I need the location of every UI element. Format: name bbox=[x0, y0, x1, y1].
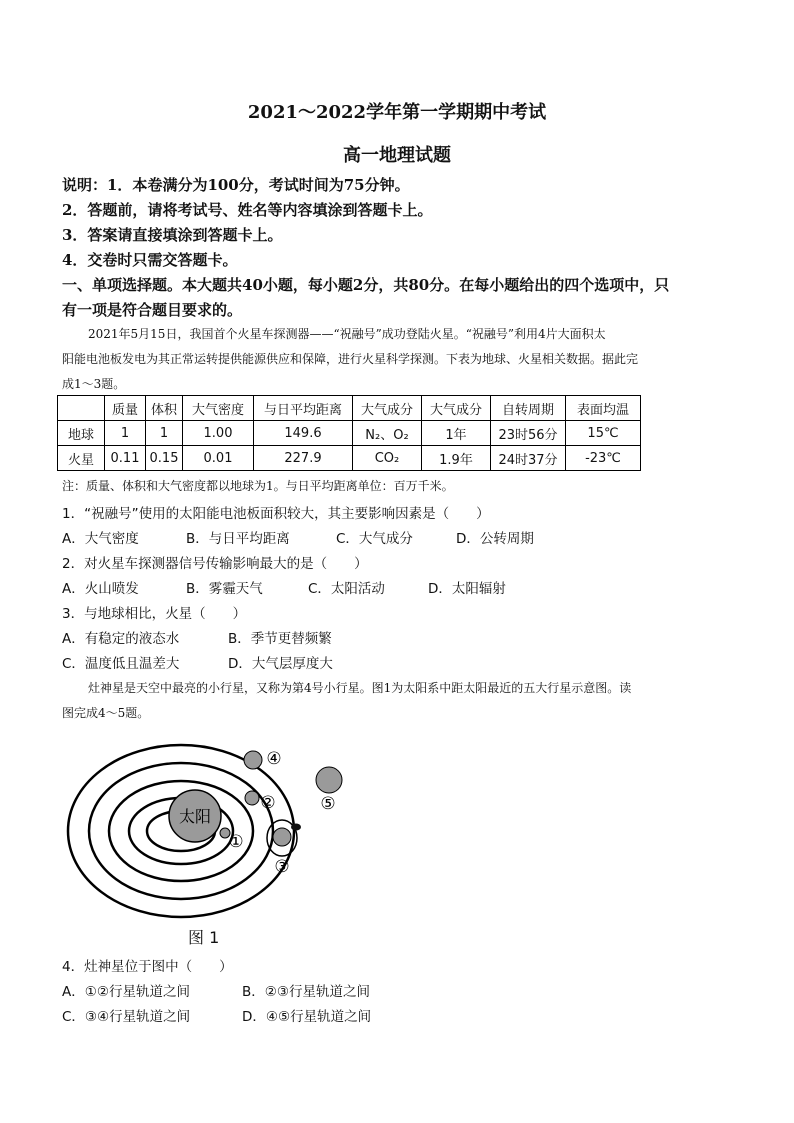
table-cell: 15℃ bbox=[566, 421, 641, 446]
question-2-option-d: D．太阳辐射 bbox=[428, 581, 506, 597]
passage1-line2: 阳能电池板发电为其正常运转提供能源供应和保障，进行火星科学探测。下表为地球、火星相关数据。据此完 bbox=[62, 352, 639, 366]
section-heading-line1: 一、单项选择题。本大题共40小题，每小题2分，共80分。在每小题给出的四个选项中，只 bbox=[62, 276, 670, 294]
instruction-2: 2．答题前，请将考试号、姓名等内容填涂到答题卡上。 bbox=[62, 201, 433, 219]
sun-label: 太阳 bbox=[178, 807, 212, 826]
question-4-option-d: D．④⑤行星轨道之间 bbox=[242, 1009, 372, 1025]
table-header-cell: 大气密度 bbox=[183, 396, 254, 421]
table-cell: 火星 bbox=[58, 446, 105, 471]
solar-system-diagram bbox=[62, 742, 362, 940]
planet-label-5: ⑤ bbox=[320, 794, 336, 814]
planet-5 bbox=[316, 767, 342, 793]
table-cell: 149.6 bbox=[254, 421, 353, 446]
question-1-option-b: B．与日平均距离 bbox=[186, 531, 290, 547]
table-row bbox=[58, 421, 641, 446]
planet-label-1: ① bbox=[228, 832, 244, 852]
question-2-stem: 2．对火星车探测器信号传输影响最大的是（ ） bbox=[62, 556, 368, 572]
question-1-option-d: D．公转周期 bbox=[456, 531, 534, 547]
exam-title: 2021～2022学年第一学期期中考试 bbox=[247, 102, 547, 123]
question-4-option-a: A．①②行星轨道之间 bbox=[62, 984, 190, 1000]
table-cell: 1.00 bbox=[183, 421, 254, 446]
figure-caption: 图 1 bbox=[188, 928, 220, 947]
question-3-option-b: B．季节更替频繁 bbox=[228, 631, 332, 647]
exam-subtitle: 高一地理试题 bbox=[343, 145, 451, 166]
table-row bbox=[58, 446, 641, 471]
question-2-option-a: A．火山喷发 bbox=[62, 581, 139, 597]
planet-data-table bbox=[57, 395, 641, 471]
table-header-cell: 与日平均距离 bbox=[254, 396, 353, 421]
planet-3 bbox=[273, 828, 291, 846]
table-cell: 23时56分 bbox=[491, 421, 566, 446]
table-cell: 0.11 bbox=[105, 446, 146, 471]
passage1-line1: 2021年5月15日，我国首个火星车探测器——“祝融号”成功登陆火星。“祝融号”利用4片大面积太 bbox=[88, 327, 606, 341]
planet-label-4: ④ bbox=[266, 749, 282, 769]
question-3-option-d: D．大气层厚度大 bbox=[228, 656, 333, 672]
table-header-cell: 质量 bbox=[105, 396, 146, 421]
question-3-option-a: A．有稳定的液态水 bbox=[62, 631, 180, 647]
instruction-3: 3．答案请直接填涂到答题卡上。 bbox=[62, 226, 283, 244]
table-cell: 1.9年 bbox=[422, 446, 491, 471]
question-1-stem: 1．“祝融号”使用的太阳能电池板面积较大，其主要影响因素是（ ） bbox=[62, 506, 490, 522]
table-cell: 1年 bbox=[422, 421, 491, 446]
planet-label-2: ② bbox=[260, 793, 276, 813]
table-header-cell bbox=[58, 396, 105, 421]
table-cell: CO₂ bbox=[353, 446, 422, 471]
instruction-4: 4．交卷时只需交答题卡。 bbox=[62, 251, 238, 269]
table-cell: 1 bbox=[105, 421, 146, 446]
table-header-row bbox=[58, 396, 641, 421]
table-cell: 地球 bbox=[58, 421, 105, 446]
table-cell: 24时37分 bbox=[491, 446, 566, 471]
table-header-cell: 自转周期 bbox=[491, 396, 566, 421]
table-cell: -23℃ bbox=[566, 446, 641, 471]
table-header-cell: 体积 bbox=[146, 396, 183, 421]
question-3-stem: 3．与地球相比，火星（ ） bbox=[62, 606, 247, 622]
question-4-option-c: C．③④行星轨道之间 bbox=[62, 1009, 191, 1025]
question-1-option-c: C．大气成分 bbox=[336, 531, 413, 547]
passage2-line1: 灶神星是天空中最亮的小行星，又称为第4号小行星。图1为太阳系中距太阳最近的五大行星示意图。读 bbox=[88, 681, 632, 695]
table-cell: 1 bbox=[146, 421, 183, 446]
question-3-option-c: C．温度低且温差大 bbox=[62, 656, 180, 672]
table-note: 注：质量、体积和大气密度都以地球为1。与日平均距离单位：百万千米。 bbox=[62, 479, 454, 493]
table-header-cell: 大气成分 bbox=[422, 396, 491, 421]
question-2-option-c: C．太阳活动 bbox=[308, 581, 385, 597]
table-cell: N₂、O₂ bbox=[353, 421, 422, 446]
table-cell: 227.9 bbox=[254, 446, 353, 471]
table-cell: 0.15 bbox=[146, 446, 183, 471]
question-4-option-b: B．②③行星轨道之间 bbox=[242, 984, 370, 1000]
question-2-option-b: B．雾霾天气 bbox=[186, 581, 263, 597]
table-header-cell: 表面均温 bbox=[566, 396, 641, 421]
question-1-option-a: A．大气密度 bbox=[62, 531, 139, 547]
question-4-stem: 4．灶神星位于图中（ ） bbox=[62, 959, 233, 975]
table-cell: 0.01 bbox=[183, 446, 254, 471]
passage2-line2: 图完成4～5题。 bbox=[62, 706, 150, 720]
moon bbox=[291, 824, 301, 831]
passage1-line3: 成1～3题。 bbox=[62, 377, 126, 391]
instruction-1: 说明：1．本卷满分为100分，考试时间为75分钟。 bbox=[62, 176, 410, 194]
table-header-cell: 大气成分 bbox=[353, 396, 422, 421]
section-heading-line2: 有一项是符合题目要求的。 bbox=[62, 301, 243, 319]
planet-4 bbox=[244, 751, 262, 769]
planet-label-3: ③ bbox=[274, 857, 290, 877]
planet-2 bbox=[245, 791, 259, 805]
